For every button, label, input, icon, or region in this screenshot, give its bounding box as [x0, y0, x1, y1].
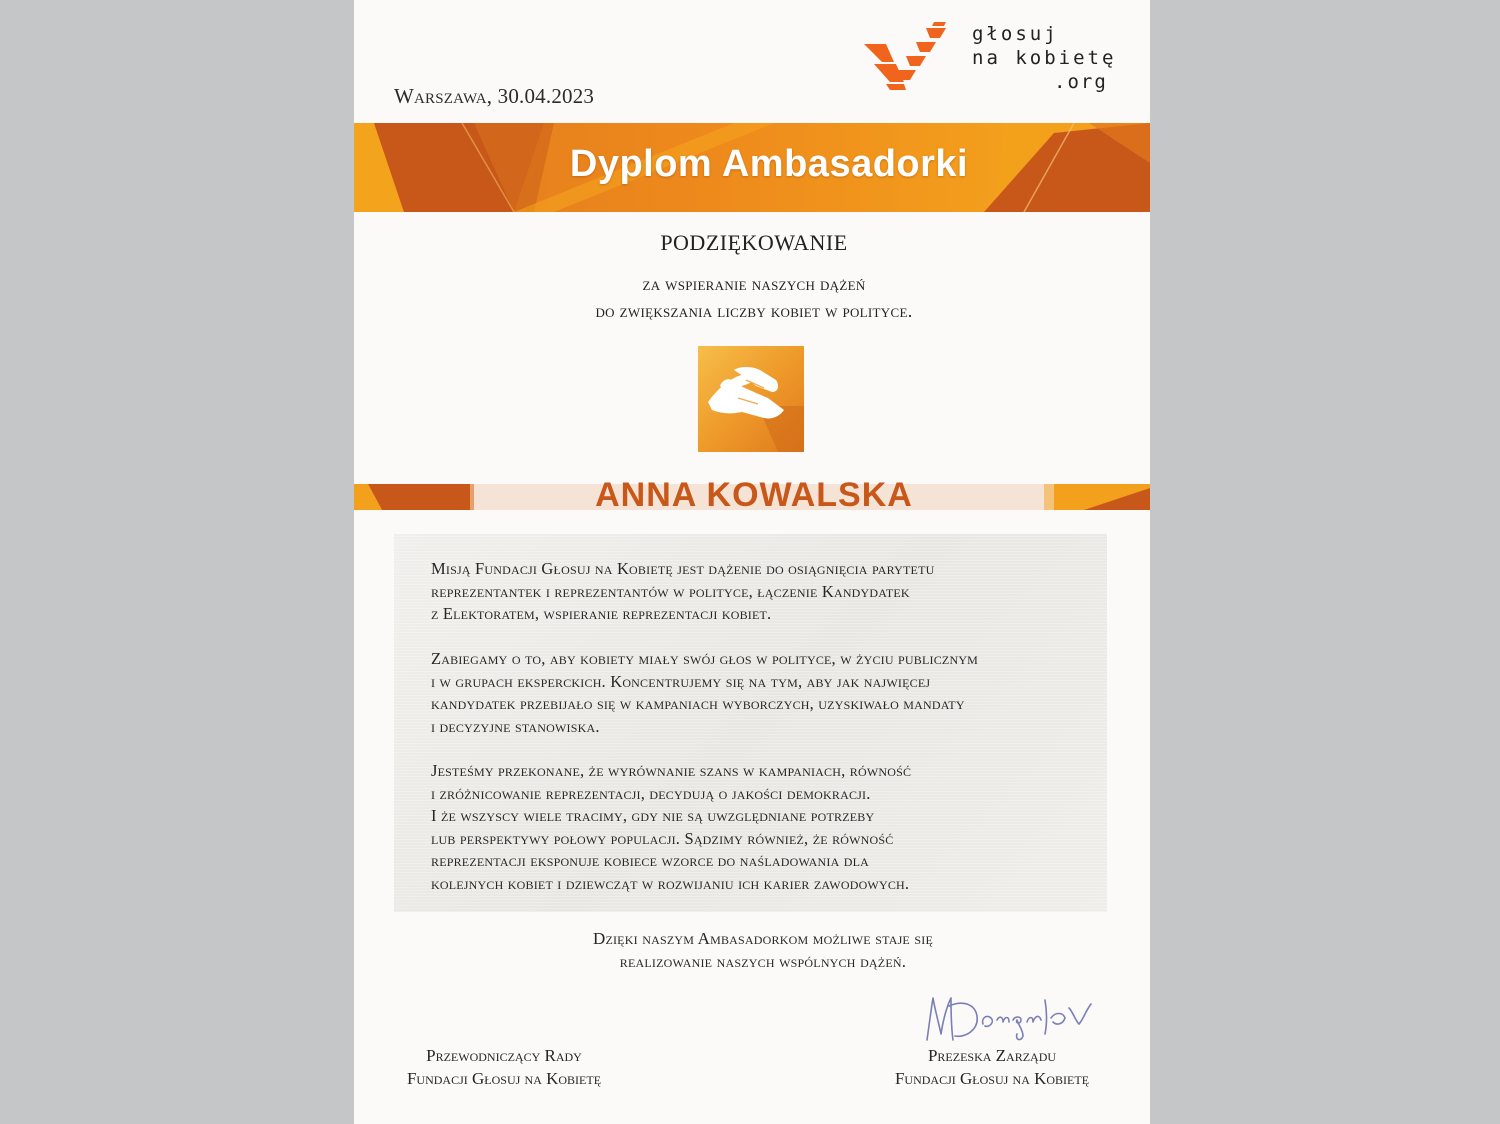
- signatory-left-title: Przewodniczący Rady: [426, 1046, 582, 1065]
- text-line: Zabiegamy o to, aby kobiety miały swój głos w polityce, w życiu publicznym: [431, 649, 979, 668]
- reason-line-2: do zwiększania liczby kobiet w polityce.: [595, 301, 913, 321]
- thanks-heading: PODZIĘKOWANIE: [660, 230, 848, 255]
- reason-line-1: za wspieranie naszych dążeń: [642, 274, 866, 294]
- closing-text: [354, 927, 1150, 973]
- signatory-right: [862, 1044, 1122, 1090]
- mission-paragraph-1: [431, 558, 1081, 626]
- closing-line-2: realizowanie naszych wspólnych dążeń.: [619, 952, 907, 971]
- signatory-left-org: Fundacji Głosuj na Kobietę: [406, 1069, 602, 1088]
- date-place: Warszawa, 30.04.2023: [394, 84, 595, 108]
- signatory-left: [374, 1044, 634, 1090]
- title-banner: [354, 123, 1150, 212]
- text-line: reprezentacji eksponuje kobiece wzorce do naśladowania dla: [431, 851, 870, 870]
- logo-line-3: .org: [1054, 71, 1108, 93]
- text-line: Jesteśmy przekonane, że wyrównanie szans w kampaniach, równość: [431, 761, 912, 780]
- text-line: i decyzyjne stanowiska.: [431, 716, 600, 736]
- clasped-hands-icon: [698, 346, 804, 452]
- text-line: kandydatek przebijało się w kampaniach wyborczych, uzyskiwało mandaty: [431, 694, 965, 713]
- text-line: z Elektoratem, wspieranie reprezentacji kobiet.: [431, 604, 772, 623]
- mission-box: [394, 534, 1107, 912]
- text-line: reprezentantek i reprezentantów w polityce, łączenie Kandydatek: [431, 581, 910, 601]
- diploma-title: Dyplom Ambasadorki: [569, 143, 969, 185]
- logo-line-2: na kobietę: [972, 47, 1117, 69]
- closing-line-1: Dzięki naszym Ambasadorkom możliwe staje się: [592, 929, 934, 948]
- mission-paragraph-3: [431, 760, 1081, 895]
- signatory-right-title: Prezeska Zarządu: [927, 1046, 1057, 1065]
- diploma-page: [354, 0, 1150, 1124]
- text-line: i zróżnicowanie reprezentacji, decydują o jakości demokracji.: [431, 783, 871, 803]
- thanks-reason: [354, 271, 1150, 325]
- v-check-bricks-icon: [864, 22, 946, 92]
- text-line: i w grupach eksperckich. Koncentrujemy się na tym, aby jak najwięcej: [431, 671, 931, 691]
- organization-logo: [864, 22, 1124, 102]
- mission-paragraph-2: [431, 648, 1081, 738]
- recipient-name: ANNA KOWALSKA: [595, 476, 913, 514]
- text-line: Misją Fundacji Głosuj na Kobietę jest dążenie do osiągnięcia parytetu: [431, 559, 935, 578]
- signatory-right-org: Fundacji Głosuj na Kobietę: [894, 1069, 1090, 1088]
- text-line: lub perspektywy połowy populacji. Sądzimy również, że równość: [431, 828, 894, 848]
- text-line: kolejnych kobiet i dziewcząt w rozwijaniu ich karier zawodowych.: [431, 873, 910, 893]
- logo-line-1: głosuj: [972, 23, 1059, 45]
- handwritten-signature: [919, 990, 1099, 1046]
- text-line: I że wszyscy wiele tracimy, gdy nie są uwzględniane potrzeby: [431, 806, 875, 825]
